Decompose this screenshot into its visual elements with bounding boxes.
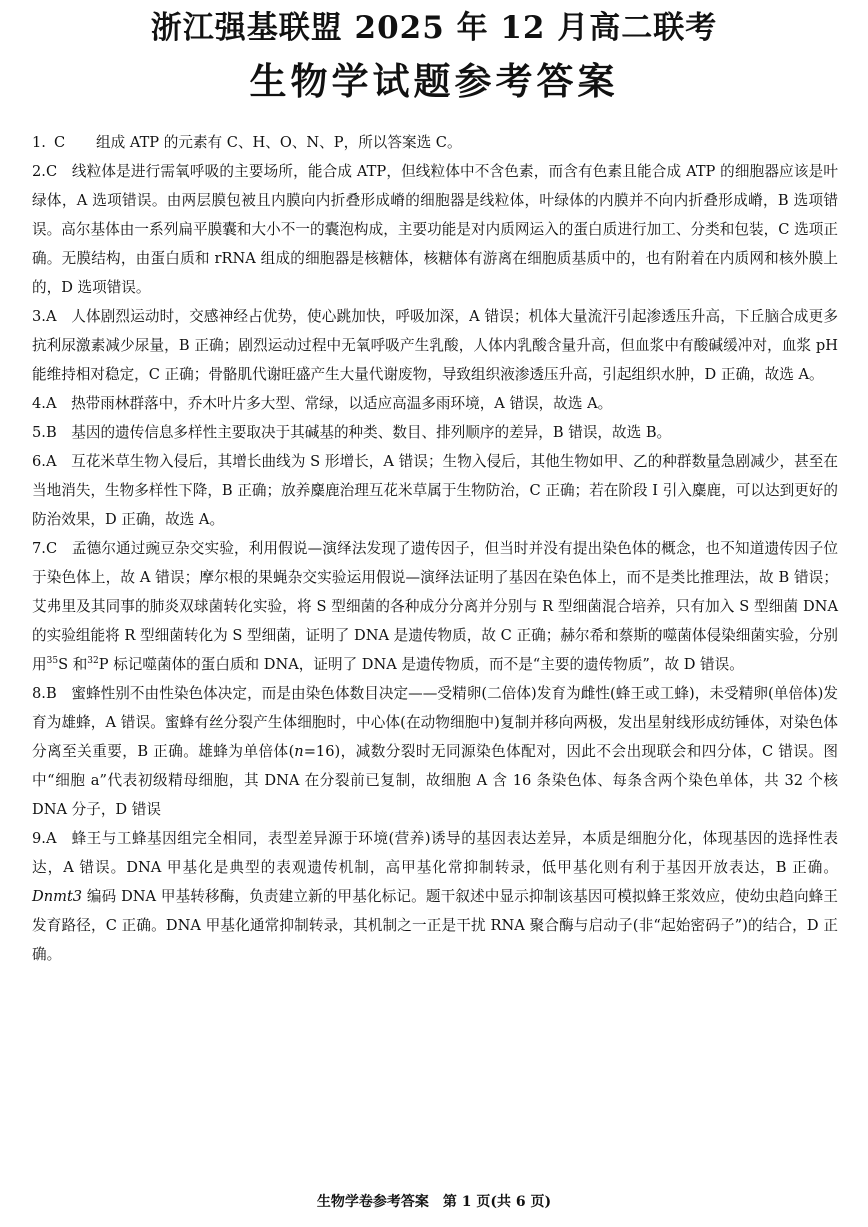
answer-choice: A <box>45 395 57 412</box>
answer-number: 9. <box>32 830 46 847</box>
answer-item-1 <box>32 128 838 157</box>
answer-number: 1. <box>32 134 46 151</box>
answer-explanation: 基因的遗传信息多样性主要取决于其碱基的种类、数目、排列顺序的差异，B 错误，故选 B。 <box>71 424 672 441</box>
ploidy-symbol: n <box>294 743 304 760</box>
answer-number: 2. <box>32 163 46 180</box>
answer-number: 8. <box>32 685 46 702</box>
answer-explanation-cont: S 和 <box>58 656 88 673</box>
answer-explanation: 蜜蜂性别不由性染色体决定，而是由染色体数目决定——受精卵(二倍体)发育为雌性(蜂王或工蜂)，未受精卵(单倍体)发育为雄蜂，A 错误。蜜蜂有丝分裂产生体细胞时，中心体(在动物细胞中)复制并移向两极，发出星射线形成纺锤体，对染色体分离至关重要，B 正确。雄蜂为单倍体( <box>32 685 838 760</box>
answer-explanation: 孟德尔通过豌豆杂交实验，利用假说—演绎法发现了遗传因子，但当时并没有提出染色体的概念，也不知道遗传因子位于染色体上，故 A 错误；摩尔根的果蝇杂交实验运用假说—演绎法证明了基因在染色体上，而不是类比推理法，故 B 错误；艾弗里及其同事的肺炎双球菌转化实验，将 S 型细菌的各种成分分离并分别与 R 型细菌混合培养，只有加入 S 型细菌 DNA 的实验组能将 R 型细菌转化为 S 型细菌，证明了 DNA 是遗传物质，故 C 正确；赫尔希和蔡斯的噬菌体侵染细菌实验，分别用 <box>32 540 838 673</box>
answer-item-3 <box>32 302 838 389</box>
gene-name: Dnmt3 <box>32 888 83 905</box>
document-title: 生物学试题参考答案 <box>249 59 619 103</box>
answer-explanation-cont: =16)，减数分裂时无同源染色体配对，因此不会出现联会和四分体，C 错误。图中“细胞 a”代表初级精母细胞，其 DNA 在分裂前已复制，故细胞 A 含 16 条染色体、每条含两个染色单体，共 32 个核 DNA 分子，D 错误 <box>32 743 838 818</box>
answer-choice: A <box>45 453 57 470</box>
answer-item-2 <box>32 157 838 302</box>
answer-item-7 <box>32 534 838 679</box>
isotope-mass-number: 32 <box>87 656 99 667</box>
answer-explanation: 热带雨林群落中，乔木叶片多大型、常绿，以适应高温多雨环境，A 错误，故选 A。 <box>71 395 613 412</box>
answer-item-8 <box>32 679 838 824</box>
answer-explanation-cont: 编码 DNA 甲基转移酶，负责建立新的甲基化标记。题干叙述中显示抑制该基因可模拟蜂王浆效应，使幼虫趋向蜂王发育路径，C 正确。DNA 甲基化通常抑制转录，其机制之一正是干扰 RNA 聚合酶与启动子(非“起始密码子”)的结合，D 正确。 <box>32 888 838 963</box>
answer-number: 3. <box>32 308 46 325</box>
answer-explanation: 人体剧烈运动时，交感神经占优势，使心跳加快，呼吸加深，A 错误；机体大量流汗引起渗透压升高，下丘脑合成更多抗利尿激素减少尿量，B 正确；剧烈运动过程中无氧呼吸产生乳酸，人体内乳酸含量升高，但血浆中有酸碱缓冲对，血浆 pH 能维持相对稳定，C 正确；骨骼肌代谢旺盛产生大量代谢废物，导致组织液渗透压升高，引起组织水肿，D 正确，故选 A。 <box>32 308 838 383</box>
answer-choice: C <box>45 540 58 557</box>
answer-explanation-cont: P 标记噬菌体的蛋白质和 DNA，证明了 DNA 是遗传物质，而不是“主要的遗传物质”，故 D 错误。 <box>98 656 744 673</box>
answer-explanation: 组成 ATP 的元素有 C、H、O、N、P，所以答案选 C。 <box>96 134 462 151</box>
isotope-mass-number: 35 <box>46 656 59 667</box>
answer-item-6 <box>32 447 838 534</box>
answer-explanation: 蜂王与工蜂基因组完全相同，表型差异源于环境(营养)诱导的基因表达差异，本质是细胞分化，体现基因的选择性表达，A 错误。DNA 甲基化是典型的表观遗传机制，高甲基化常抑制转录，低甲基化则有利于基因开放表达，B 正确。 <box>32 830 838 876</box>
answer-explanation: 互花米草生物入侵后，其增长曲线为 S 形增长，A 错误；生物入侵后，其他生物如甲、乙的种群数量急剧减少，甚至在当地消失，生物多样性下降，B 正确；放养麋鹿治理互花米草属于生物防治，C 正确；若在阶段 Ⅰ 引入麋鹿，可以达到更好的防治效果，D 正确，故选 A。 <box>32 453 838 528</box>
answer-item-4 <box>32 389 838 418</box>
page-footer: 生物学卷参考答案 第 1 页(共 6 页) <box>316 1194 552 1210</box>
answer-item-9 <box>32 824 838 969</box>
answer-choice: B <box>45 685 57 702</box>
answer-number: 5. <box>32 424 46 441</box>
answer-choice: C <box>45 163 58 180</box>
answer-number: 7. <box>32 540 46 557</box>
answer-list <box>32 128 838 969</box>
answer-item-5 <box>32 418 838 447</box>
answer-choice: C <box>54 134 66 151</box>
answer-number: 6. <box>32 453 46 470</box>
answer-choice: A <box>45 308 57 325</box>
exam-title: 浙江强基联盟 2025 年 12 月高二联考 <box>150 10 718 46</box>
answer-choice: B <box>45 424 57 441</box>
answer-explanation: 线粒体是进行需氧呼吸的主要场所，能合成 ATP，但线粒体中不含色素，而含有色素且能合成 ATP 的细胞器应该是叶绿体，A 选项错误。由两层膜包被且内膜向内折叠形成嵴的细胞器是线粒体，叶绿体的内膜并不向内折叠形成嵴，B 选项错误。高尔基体由一系列扁平膜囊和大小不一的囊泡构成，主要功能是对内质网运入的蛋白质进行加工、分类和包装，C 选项正确。无膜结构，由蛋白质和 rRNA 组成的细胞器是核糖体，核糖体有游离在细胞质基质中的，也有附着在内质网和核外膜上的，D 选项错误。 <box>32 163 838 296</box>
answer-number: 4. <box>32 395 46 412</box>
answer-choice: A <box>45 830 57 847</box>
